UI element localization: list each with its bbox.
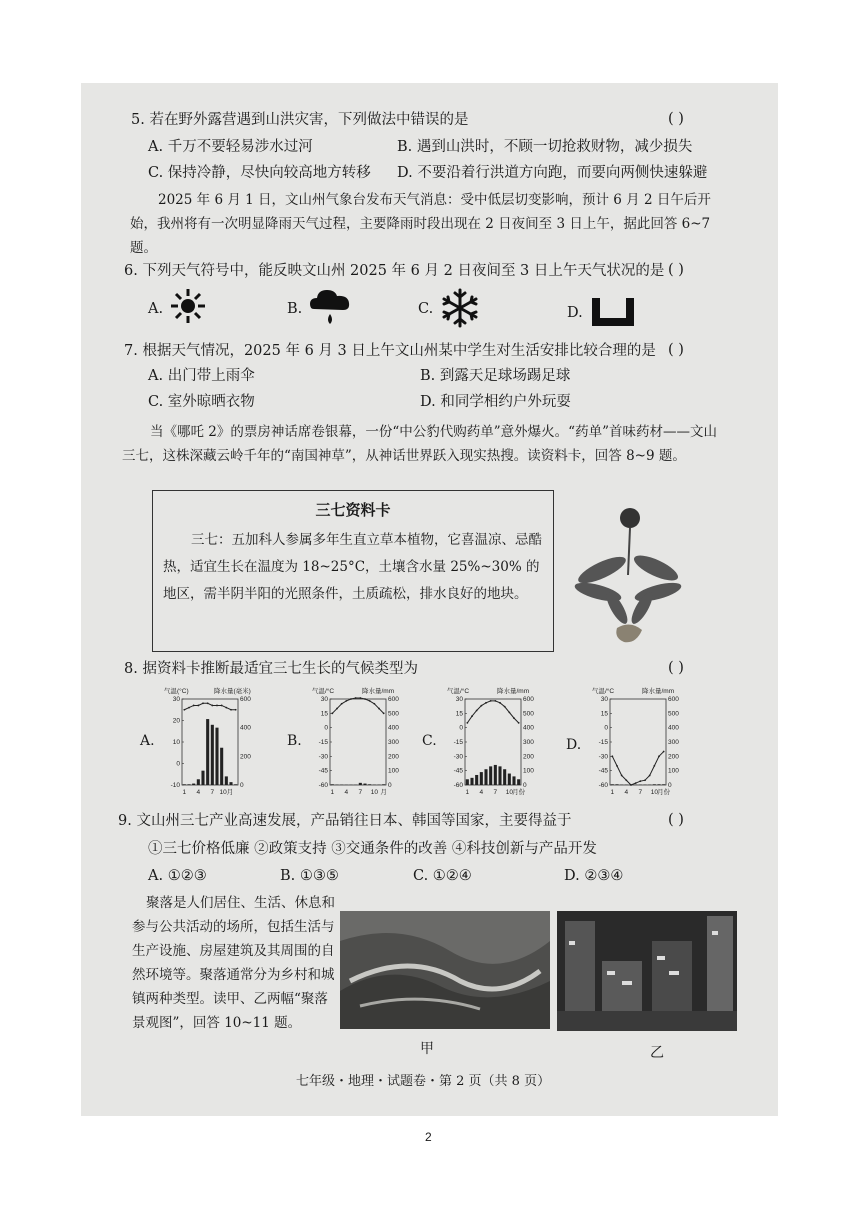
y-left-tick-label: -60 <box>318 782 328 789</box>
option-d: D. ②③④ <box>564 868 624 884</box>
x-tick-label: 10 <box>650 789 658 796</box>
question-9-stem: 9. 文山州三七产业高速发展，产品销往日本、韩国等国家，主要得益于 <box>118 813 572 829</box>
snowflake-icon <box>440 288 480 332</box>
card-body: 三七：五加科人参属多年生直立草本植物，它喜温凉、忌酷热，适宜生长在温度为 18~25°C，土壤含水量 25%~30% 的地区，需半阴半阳的光照条件，土质疏松，排水良好的地块。 <box>163 532 542 602</box>
precipitation-bar <box>503 769 506 785</box>
photo-label-yi: 乙 <box>650 1045 664 1061</box>
temperature-point <box>635 782 637 784</box>
precipitation-bar <box>512 776 515 785</box>
y-right-tick-label: 300 <box>388 739 399 746</box>
y-left-tick-label: -30 <box>598 753 608 761</box>
precipitation-bar <box>183 784 186 785</box>
temperature-axis-label: 气温/°C <box>447 688 470 695</box>
y-left-tick-label: 30 <box>320 696 328 703</box>
temperature-axis-label: 气温/°C <box>592 688 615 695</box>
option-c: C. ①②④ <box>413 868 472 884</box>
temperature-point <box>341 703 343 705</box>
temperature-point <box>183 709 185 711</box>
x-tick-label: 1 <box>465 789 470 796</box>
precipitation-bar <box>220 748 223 785</box>
temperature-point <box>364 698 366 700</box>
y-left-tick-label: -30 <box>318 753 328 761</box>
temperature-point <box>639 780 641 782</box>
option-b: B. <box>287 301 303 317</box>
climate-chart-c <box>443 685 543 804</box>
y-left-tick-label: 30 <box>455 696 463 703</box>
temperature-point <box>466 722 468 724</box>
precipitation-bar <box>466 779 469 785</box>
temperature-point <box>504 706 506 708</box>
y-right-tick-label: 600 <box>388 696 399 703</box>
precipitation-bar <box>657 784 660 785</box>
y-right-tick-label: 100 <box>388 767 399 775</box>
precipitation-axis-label: 降水量/mm <box>362 688 395 695</box>
x-tick-label: 月份 <box>512 789 526 796</box>
y-left-tick-label: -45 <box>453 767 463 775</box>
y-left-tick-label: -15 <box>453 739 463 746</box>
temperature-point <box>359 697 361 699</box>
precipitation-axis-label: 降水量/mm <box>642 688 675 695</box>
precipitation-bar <box>201 771 204 785</box>
y-left-tick-label: -30 <box>453 753 463 761</box>
x-tick-label: 10 <box>370 789 378 796</box>
precipitation-bar <box>498 766 501 785</box>
precipitation-bar <box>480 772 483 785</box>
y-right-tick-label: 500 <box>668 710 679 718</box>
temperature-point <box>490 700 492 702</box>
precipitation-axis-label: 降水量(毫米) <box>214 688 251 695</box>
precipitation-bar <box>470 778 473 785</box>
temperature-point <box>355 697 357 699</box>
precipitation-axis-label: 降水量/mm <box>497 688 530 695</box>
y-right-tick-label: 600 <box>668 696 679 703</box>
temperature-point <box>188 707 190 709</box>
precipitation-bar <box>359 783 362 785</box>
y-left-tick-label: -10 <box>170 782 180 789</box>
precipitation-bar <box>611 784 614 785</box>
precipitation-bar <box>368 784 371 785</box>
y-right-tick-label: 200 <box>240 753 251 761</box>
precipitation-bar <box>653 784 656 785</box>
temperature-point <box>345 700 347 702</box>
precipitation-bar <box>508 774 511 785</box>
sun-icon <box>170 288 206 328</box>
temperature-point <box>207 702 209 704</box>
x-tick-label: 7 <box>493 789 498 796</box>
option-c: C. <box>418 301 434 317</box>
option-b: B. 遇到山洪时，不顾一切抢救财物，减少损失 <box>397 139 693 155</box>
dust-icon <box>592 298 634 332</box>
y-left-tick-label: -60 <box>453 782 463 789</box>
temperature-point <box>383 712 385 714</box>
y-right-tick-label: 200 <box>668 753 679 761</box>
precipitation-bar <box>234 784 237 785</box>
temperature-point <box>649 775 651 777</box>
x-tick-label: 4 <box>479 789 484 796</box>
answer-paren: ( ) <box>668 262 684 278</box>
temperature-point <box>211 705 213 707</box>
y-right-tick-label: 0 <box>240 782 244 789</box>
temperature-point <box>644 779 646 781</box>
question-5-stem: 5. 若在野外露营遇到山洪灾害，下列做法中错误的是 <box>131 112 469 128</box>
page-number: 2 <box>425 1130 432 1144</box>
plot-frame <box>330 699 386 785</box>
y-left-tick-label: 15 <box>455 710 463 718</box>
precipitation-bar <box>229 782 232 785</box>
y-right-tick-label: 400 <box>523 724 534 732</box>
option-b: B. 到露天足球场踢足球 <box>420 368 571 384</box>
climate-chart-a <box>160 685 260 804</box>
y-right-tick-label: 100 <box>668 767 679 775</box>
precipitation-bar <box>225 776 228 785</box>
precipitation-bar <box>382 784 385 785</box>
sanqi-info-card <box>152 490 554 652</box>
climate-chart-b <box>308 685 408 804</box>
temperature-point <box>221 705 223 707</box>
page-footer: 七年级・地理・试题卷・第 2 页（共 8 页） <box>296 1074 551 1089</box>
y-left-tick-label: -15 <box>318 739 328 746</box>
y-right-tick-label: 600 <box>523 696 534 703</box>
y-left-tick-label: 30 <box>172 696 180 703</box>
option-c: C. 保持冷静，尽快向较高地方转移 <box>148 165 371 181</box>
precipitation-bar <box>517 779 520 785</box>
photo-label-jia: 甲 <box>420 1041 434 1057</box>
precipitation-bar <box>211 725 214 785</box>
y-right-tick-label: 0 <box>388 782 392 789</box>
y-left-tick-label: 0 <box>604 724 608 732</box>
x-tick-label: 7 <box>358 789 363 796</box>
option-d: D. 和同学相约户外玩耍 <box>420 394 571 410</box>
y-left-tick-label: 0 <box>176 760 180 768</box>
temperature-point <box>494 700 496 702</box>
y-right-tick-label: 400 <box>668 724 679 732</box>
temperature-axis-label: 气温(°C) <box>164 688 189 695</box>
y-right-tick-label: 300 <box>523 739 534 746</box>
temperature-point <box>499 702 501 704</box>
y-right-tick-label: 300 <box>668 739 679 746</box>
temperature-point <box>653 765 655 767</box>
temperature-point <box>230 709 232 711</box>
x-tick-label: 月 <box>380 789 387 796</box>
question-7-stem: 7. 根据天气情况，2025 年 6 月 3 日上午文山州某中学生对生活安排比较合理的是 <box>124 343 656 359</box>
temperature-point <box>663 751 665 753</box>
temperature-line <box>184 703 235 709</box>
precipitation-bar <box>615 784 618 785</box>
temperature-point <box>480 705 482 707</box>
temperature-point <box>193 705 195 707</box>
plot-frame <box>182 699 238 785</box>
precipitation-bar <box>197 779 200 785</box>
x-tick-label: 10 <box>505 789 513 796</box>
y-right-tick-label: 400 <box>388 724 399 732</box>
temperature-point <box>378 708 380 710</box>
x-tick-label: 10月 <box>219 789 234 796</box>
passage-settlement: 聚落是人们居住、生活、休息和参与公共活动的场所，包括生活与生产设施、房屋建筑及其周围的自然环境等。聚落通常分为乡村和城镇两种类型。读甲、乙两幅“聚落景观图”，回答 10~11 题。 <box>132 895 335 1031</box>
temperature-point <box>630 784 632 786</box>
question-6-stem: 6. 下列天气符号中，能反映文山州 2025 年 6 月 2 日夜间至 3 日上午天气状况的是 <box>124 263 665 279</box>
precipitation-bar <box>484 769 487 785</box>
temperature-point <box>235 709 237 711</box>
precipitation-bar <box>192 784 195 785</box>
answer-paren: ( ) <box>668 812 684 828</box>
answer-paren: ( ) <box>668 111 684 127</box>
y-left-tick-label: -45 <box>598 767 608 775</box>
y-left-tick-label: -60 <box>598 782 608 789</box>
temperature-point <box>225 707 227 709</box>
temperature-point <box>471 715 473 717</box>
precipitation-bar <box>662 784 665 785</box>
temperature-point <box>625 779 627 781</box>
precipitation-bar <box>206 719 209 785</box>
precipitation-bar <box>475 775 478 785</box>
option-d: D. 不要沿着行洪道方向跑，而要向两侧快速躲避 <box>397 165 708 181</box>
x-tick-label: 4 <box>196 789 201 796</box>
precipitation-bar <box>489 766 492 785</box>
y-right-tick-label: 600 <box>240 696 251 703</box>
precipitation-bar <box>215 728 218 785</box>
option-c: C. <box>422 733 437 749</box>
sanqi-plant-image <box>572 500 682 654</box>
answer-paren: ( ) <box>668 660 684 676</box>
x-tick-label: 1 <box>610 789 615 796</box>
photo-jia-rural <box>340 911 550 1029</box>
option-d: D. <box>566 737 582 753</box>
temperature-point <box>216 705 218 707</box>
y-right-tick-label: 400 <box>240 724 251 732</box>
option-c: C. 室外晾晒衣物 <box>148 394 255 410</box>
y-right-tick-label: 200 <box>523 753 534 761</box>
y-left-tick-label: 0 <box>459 724 463 732</box>
x-tick-label: 4 <box>624 789 629 796</box>
temperature-point <box>485 702 487 704</box>
temperature-point <box>476 710 478 712</box>
temperature-point <box>373 703 375 705</box>
option-a: A. 出门带上雨伞 <box>148 368 255 384</box>
temperature-point <box>508 711 510 713</box>
question-9-statements: ①三七价格低廉 ②政策支持 ③交通条件的改善 ④科技创新与产品开发 <box>148 841 597 857</box>
option-a: A. <box>140 733 155 749</box>
answer-paren: ( ) <box>668 342 684 358</box>
temperature-point <box>621 775 623 777</box>
option-a: A. ①②③ <box>148 868 207 884</box>
y-left-tick-label: 15 <box>320 710 328 718</box>
temperature-line <box>467 701 518 723</box>
y-right-tick-label: 100 <box>523 767 534 775</box>
y-left-tick-label: 20 <box>172 717 180 725</box>
y-right-tick-label: 200 <box>388 753 399 761</box>
passage-weather: 2025 年 6 月 1 日，文山州气象台发布天气消息：受中低层切变影响，预计 6 月 2 日午后开始，我州将有一次明显降雨天气过程，主要降雨时段出现在 2 日夜间至 3 日上午，据此回答 6~7 题。 <box>130 192 711 256</box>
y-right-tick-label: 0 <box>523 782 527 789</box>
temperature-point <box>611 755 613 757</box>
precipitation-bar <box>187 784 190 785</box>
precipitation-bar <box>331 784 334 785</box>
x-tick-label: 月份 <box>657 789 671 796</box>
rain-cloud-icon <box>308 285 352 333</box>
y-left-tick-label: 15 <box>600 710 608 718</box>
x-tick-label: 1 <box>182 789 187 796</box>
y-left-tick-label: 30 <box>600 696 608 703</box>
y-right-tick-label: 500 <box>523 710 534 718</box>
x-tick-label: 7 <box>210 789 215 796</box>
y-left-tick-label: 10 <box>172 739 180 746</box>
x-tick-label: 1 <box>330 789 335 796</box>
precipitation-bar <box>363 784 366 785</box>
temperature-point <box>513 717 515 719</box>
photo-yi-urban <box>557 911 737 1031</box>
temperature-point <box>350 698 352 700</box>
y-left-tick-label: 0 <box>324 724 328 732</box>
y-left-tick-label: -45 <box>318 767 328 775</box>
temperature-point <box>369 700 371 702</box>
precipitation-bar <box>494 765 497 785</box>
climate-chart-d <box>588 685 688 804</box>
temperature-line <box>332 698 383 713</box>
option-a: A. <box>148 301 164 317</box>
option-a: A. 千万不要轻易涉水过河 <box>148 139 313 155</box>
y-left-tick-label: -15 <box>598 739 608 746</box>
x-tick-label: 7 <box>638 789 643 796</box>
temperature-point <box>336 708 338 710</box>
temperature-point <box>616 765 618 767</box>
option-d: D. <box>567 305 583 321</box>
temperature-point <box>658 755 660 757</box>
option-b: B. <box>287 733 302 749</box>
x-tick-label: 4 <box>344 789 349 796</box>
temperature-line <box>612 752 663 785</box>
plot-frame <box>465 699 521 785</box>
y-right-tick-label: 500 <box>388 710 399 718</box>
card-title: 三七资料卡 <box>315 501 391 519</box>
temperature-point <box>518 722 520 724</box>
temperature-point <box>197 705 199 707</box>
temperature-point <box>202 702 204 704</box>
temperature-axis-label: 气温/°C <box>312 688 335 695</box>
temperature-point <box>331 712 333 714</box>
plot-frame <box>610 699 666 785</box>
question-8-stem: 8. 据资料卡推断最适宜三七生长的气候类型为 <box>124 661 418 677</box>
option-b: B. ①③⑤ <box>280 868 339 884</box>
y-right-tick-label: 0 <box>668 782 672 789</box>
passage-sanqi: 当《哪吒 2》的票房神话席卷银幕，一份“中公豹代购药单”意外爆火。“药单”首味药材——文山三七，这株深藏云岭千年的“南国神草”，从神话世界跃入现实热搜。读资料卡，回答 8~9 题。 <box>122 424 717 464</box>
